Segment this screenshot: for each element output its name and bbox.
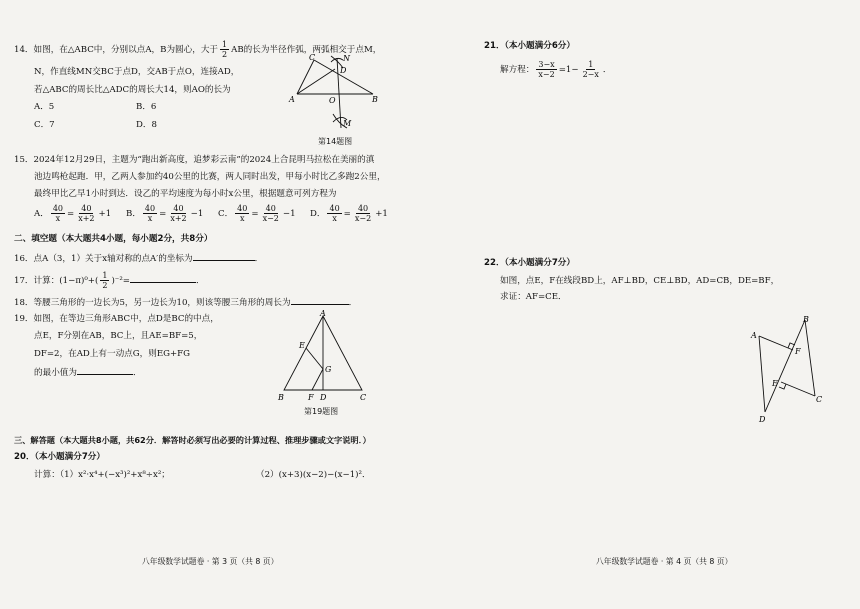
q21-mid: =1− (558, 65, 579, 75)
right-page (440, 0, 860, 609)
q15-option-c (218, 204, 296, 223)
q19-label-b: B (278, 393, 284, 402)
q14-label-b: B (372, 95, 378, 104)
q19-answer-blank[interactable] (77, 365, 133, 375)
q22-seg-bc (805, 320, 815, 396)
frac-num: 40 (237, 204, 248, 213)
tail: −1 (282, 209, 296, 219)
q14-label-c: C (309, 53, 316, 62)
q14-option-a: A．5 (34, 102, 55, 112)
q20-part1: 计算：（1）x²·x⁴+(−x³)²+x⁸÷x²； (34, 470, 170, 480)
section-3-heading: 三、解答题（本大题共8小题，共62分．解答时必须写出必要的计算过程、推理步骤或文字说明．） (14, 435, 371, 445)
opt-label: B． (126, 209, 141, 219)
q19-label-g: G (325, 365, 332, 374)
q17: 17．计算：(1−π)⁰+( $\frac{1}{2}$ )⁻²= ． (14, 271, 205, 290)
q21-equation (500, 60, 612, 79)
frac-den: x−2 (538, 70, 555, 79)
frac-left (235, 204, 249, 223)
q14-line1-tail: AB的长为半径作弧，两弧相交于点M， (231, 45, 382, 55)
frac-den: 2−x (582, 70, 599, 79)
q19-figure (276, 310, 372, 404)
q15-line3: 最终甲比乙早1小时到达．设乙的平均速度为每小时x公里，根据题意可列方程为 (34, 189, 337, 199)
frac-num: 1 (588, 60, 594, 69)
q14-half-fraction (220, 40, 229, 59)
frac-right (261, 204, 281, 223)
q14-line2: N，作直线MN交BC于点D，交AB于点O，连接AD， (34, 67, 240, 77)
tail: −1 (190, 209, 204, 219)
tail: +1 (375, 209, 388, 219)
section-2-heading: 二、填空题（本大题共4小题，每小题2分，共8分） (14, 234, 213, 244)
eq: = (67, 209, 75, 219)
eq: = (159, 209, 167, 219)
q20-part2: （2）(x+3)(x−2)−(x−1)²． (256, 470, 371, 480)
q17-pre: 17．计算：(1−π)⁰+( (14, 276, 99, 286)
q14-label-n: N (343, 54, 350, 63)
q22-seg-bd (765, 320, 805, 412)
q22-line1: 如图，点E，F在线段BD上，AF⊥BD，CE⊥BD，AD=CB，DE=BF， (500, 276, 780, 286)
q19-line2: 点E，F分别在AB，BC上，且AE=BF=5， (34, 331, 203, 341)
q19-label-a: A (320, 310, 326, 318)
frac-num: 40 (265, 204, 276, 213)
eq: = (343, 209, 351, 219)
q14-label-o: O (329, 96, 336, 105)
frac-den: x (240, 214, 245, 223)
q14-line3: 若△ABC的周长比△ADC的周长大14，则AO的长为 (34, 85, 231, 95)
q19-label-d: D (320, 393, 327, 402)
q16-answer-blank[interactable] (193, 251, 255, 261)
q22-right-angle-e (779, 384, 786, 389)
tail: +1 (98, 209, 112, 219)
frac-num: 3−x (538, 60, 555, 69)
q14-label-a: A (289, 95, 295, 104)
frac-right (168, 204, 188, 223)
frac-right (353, 204, 373, 223)
frac-num: 40 (81, 204, 92, 213)
frac-den: 2 (102, 281, 108, 290)
q19-line4-text: 的最小值为 (34, 368, 77, 378)
q15-option-d (310, 204, 388, 223)
frac-num: 1 (102, 271, 108, 280)
q22-label-e: E (772, 379, 778, 388)
q14-option-d: D．8 (136, 120, 157, 130)
q20-title: 20．（本小题满分7分） (14, 452, 105, 462)
q14-figure-caption: 第14题图 (318, 137, 353, 146)
frac-num: 40 (52, 204, 63, 213)
q22-seg-ad (759, 336, 765, 412)
frac-den: x (55, 214, 61, 223)
frac-den: x (332, 214, 337, 223)
q15-line1: 15．2024年12月29日，主题为“跑出新高度，追梦彩云南”的2024上合昆明马拉松在美丽的滇 (14, 155, 375, 165)
q18: 18．等腰三角形的一边长为5，另一边长为10，则该等腰三角形的周长为 ． (14, 295, 357, 309)
q22-label-d: D (759, 415, 766, 424)
q17-answer-blank[interactable] (130, 273, 196, 283)
frac-left (327, 204, 341, 223)
q14-figure (285, 52, 385, 134)
q14-label-d: D (340, 66, 347, 75)
right-page-footer: 八年级数学试题卷 · 第 4 页（共 8 页） (596, 557, 733, 566)
q19-label-f: F (308, 393, 314, 402)
q22-label-b: B (803, 315, 809, 324)
frac-den: x+2 (170, 214, 187, 223)
q15-option-b (126, 204, 203, 223)
q21-frac-right (581, 60, 601, 79)
q18-answer-blank[interactable] (291, 295, 349, 305)
q22-line2: 求证：AF=CE． (500, 292, 567, 302)
q22-label-c: C (816, 395, 823, 404)
q16-text: 16．点A（3，1）关于x轴对称的点A′的坐标为 (14, 254, 193, 264)
q22-title: 22．（本小题满分7分） (484, 258, 575, 268)
frac-den: x−2 (354, 214, 372, 223)
frac-num: 40 (144, 204, 156, 213)
q21-lead: 解方程： (500, 65, 535, 75)
q19-figure-caption: 第19题图 (304, 407, 339, 416)
frac-den: x−2 (262, 214, 279, 223)
frac-den: 2 (222, 50, 228, 59)
q17-post: )⁻²= (111, 276, 130, 286)
q19-seg-gf (312, 369, 323, 390)
q22-label-a: A (751, 331, 757, 340)
q22-figure (745, 314, 835, 426)
frac-left (143, 204, 157, 223)
q15-line2: 池边鸣枪起跑．甲，乙两人参加约40公里的比赛，两人同时出发，甲每小时比乙多跑2公里， (34, 172, 386, 182)
frac-num: 40 (357, 204, 369, 213)
q14-seg-ad (297, 69, 335, 94)
eq: = (251, 209, 259, 219)
q19-seg-eg (306, 348, 323, 369)
left-page-footer: 八年级数学试题卷 · 第 3 页（共 8 页） (142, 557, 279, 566)
frac-right (76, 204, 96, 223)
frac-den: x+2 (78, 214, 95, 223)
opt-label: C． (218, 209, 234, 219)
q14-label-m: M (343, 119, 352, 128)
q16: 16．点A（3，1）关于x轴对称的点A′的坐标为 ． (14, 251, 263, 265)
frac-den: x (147, 214, 153, 223)
frac-num: 1 (222, 40, 228, 49)
q21-end: ． (602, 65, 612, 75)
opt-label: A． (34, 209, 49, 219)
q19-label-c: C (360, 393, 367, 402)
q19-line1: 19．如图，在等边三角形ABC中，点D是BC的中点， (14, 314, 219, 324)
frac-num: 40 (329, 204, 340, 213)
q14-line1-text: 14．如图，在△ABC中，分别以点A，B为圆心，大于 (14, 45, 219, 55)
q19-line3: DF=2，在AD上有一动点G，则EG+FG (34, 349, 190, 359)
q14-option-c: C．7 (34, 120, 55, 130)
q14-option-b: B．6 (136, 102, 157, 112)
q19-label-e: E (299, 341, 305, 350)
opt-label: D． (310, 209, 326, 219)
q17-half-fraction (100, 271, 109, 290)
q21-title: 21．（本小题满分6分） (484, 41, 575, 51)
frac-num: 40 (173, 204, 184, 213)
q15-option-a (34, 204, 111, 223)
q21-frac-left (536, 60, 556, 79)
q18-text: 18．等腰三角形的一边长为5，另一边长为10，则该等腰三角形的周长为 (14, 298, 291, 308)
frac-left (51, 204, 65, 223)
q22-label-f: F (795, 347, 801, 356)
q19-line4: 的最小值为 ． (34, 365, 142, 379)
